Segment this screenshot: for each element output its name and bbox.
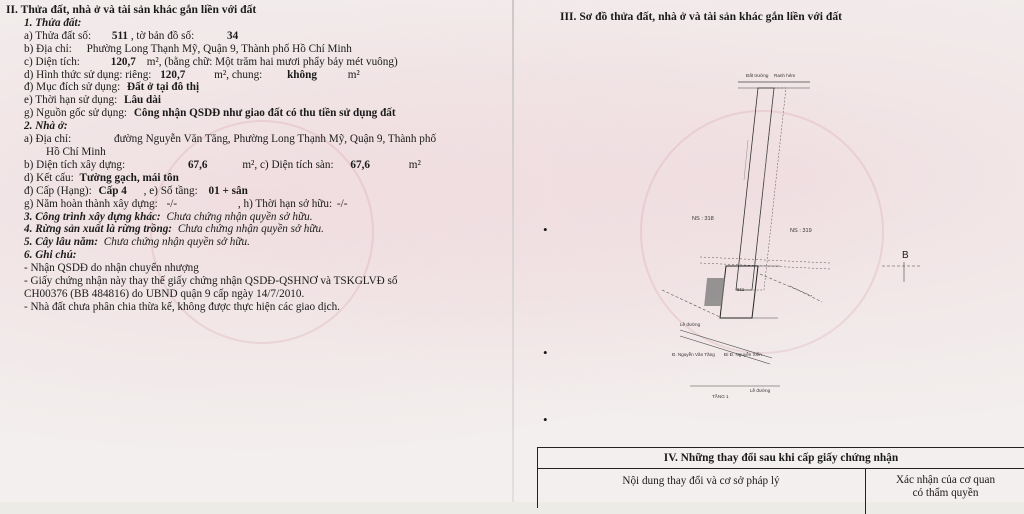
label: d) Hình thức sử dụng: riêng: bbox=[24, 68, 152, 81]
land-address: Phường Long Thạnh Mỹ, Quận 9, Thành phố Hồ Chí Minh bbox=[86, 42, 352, 55]
top-label: Đất trường bbox=[746, 73, 769, 78]
section-title-ii: II. Thửa đất, nhà ở và tài sản khác gắn liền với đất bbox=[6, 3, 257, 16]
neighbor-left-label: NS : 318 bbox=[692, 216, 714, 222]
usage-term: Lâu dài bbox=[123, 94, 161, 107]
label: , e) Số tầng: bbox=[143, 184, 198, 197]
note-line: - Nhận QSDĐ do nhận chuyển nhượng bbox=[24, 262, 199, 275]
item-4-value: Chưa chứng nhận quyền sở hữu. bbox=[177, 223, 324, 236]
house-heading: 2. Nhà ở: bbox=[24, 120, 68, 133]
label: 4. Rừng sản xuất là rừng trồng: bbox=[24, 223, 173, 236]
house-area-row bbox=[6, 159, 506, 172]
structure: Tường gạch, mái tôn bbox=[79, 171, 179, 184]
land-area-row bbox=[6, 56, 506, 69]
note-line: - Giấy chứng nhận này thay thế giấy chứng nhận QSDĐ-QSHNƠ và TSKGLVĐ số bbox=[24, 275, 398, 288]
binding-dot-icon: • bbox=[543, 345, 548, 360]
usage-origin-row bbox=[6, 107, 506, 120]
bottom-road-2: Đi Đ. Nguyễn Xiển bbox=[724, 352, 762, 357]
label: b) Địa chỉ: bbox=[24, 42, 72, 55]
confirmation-line-2: có thẩm quyền bbox=[912, 487, 979, 499]
label: 5. Cây lâu năm: bbox=[24, 236, 98, 249]
label: , h) Thời hạn sở hữu: bbox=[237, 197, 333, 210]
section-title-iii: III. Sơ đồ thửa đất, nhà ở và tài sản khác gắn liền với đất bbox=[560, 10, 842, 23]
binding-dot-icon: • bbox=[543, 222, 548, 237]
top-label-2: Ranh hẻm bbox=[774, 73, 796, 78]
land-area: 120,7 bbox=[110, 55, 136, 68]
building-area: 67,6 bbox=[187, 158, 208, 171]
common-area: không bbox=[287, 68, 317, 81]
bottom-road-1: Đ. Nguyễn Văn Tăng bbox=[672, 352, 715, 357]
label: g) Năm hoàn thành xây dựng: bbox=[24, 197, 158, 210]
completion-row bbox=[6, 198, 506, 211]
parcel-number: 511 bbox=[111, 29, 129, 42]
item-3-value: Chưa chứng nhận quyền sở hữu. bbox=[166, 210, 313, 223]
usage-term-row bbox=[6, 94, 506, 107]
left-road-label: Lề đường bbox=[680, 322, 701, 327]
label: đ) Mục đích sử dụng: bbox=[24, 81, 121, 94]
changes-title: IV. Những thay đổi sau khi cấp giấy chứng nhận bbox=[538, 448, 1024, 469]
usage-form-row bbox=[6, 69, 506, 82]
neighbor-right-label: NS : 319 bbox=[790, 228, 812, 234]
private-area: 120,7 bbox=[160, 68, 186, 81]
parcel-label: 511 bbox=[737, 287, 745, 292]
label: c) Diện tích: bbox=[24, 55, 80, 68]
house-address-cont: Hồ Chí Minh bbox=[46, 145, 106, 158]
label: a) Thửa đất số: bbox=[24, 29, 92, 42]
item-3-row bbox=[6, 211, 506, 224]
label: a) Địa chỉ: bbox=[24, 133, 72, 146]
unit: m² bbox=[408, 158, 421, 171]
label: m², c) Diện tích sàn: bbox=[242, 158, 334, 171]
house-address-row bbox=[6, 133, 506, 146]
ownership-term: -/- bbox=[336, 197, 348, 210]
notes-heading: 6. Ghi chú: bbox=[24, 249, 77, 262]
land-info-section bbox=[6, 4, 506, 314]
road-edge-caption: Lề đường bbox=[750, 388, 771, 393]
side-marker: B bbox=[902, 250, 909, 261]
label: đ) Cấp (Hạng): bbox=[24, 184, 92, 197]
side-arrow-icon bbox=[880, 262, 924, 282]
changes-table bbox=[537, 447, 1024, 508]
changes-col-content: Nội dung thay đổi và cơ sở pháp lý bbox=[622, 475, 780, 487]
label: e) Thời hạn sử dụng: bbox=[24, 94, 118, 107]
usage-origin: Công nhận QSDĐ như giao đất có thu tiền sử dụng đất bbox=[133, 107, 396, 120]
confirmation-line-1: Xác nhận của cơ quan bbox=[895, 474, 996, 486]
unit: m² bbox=[347, 68, 360, 81]
label: m², chung: bbox=[214, 68, 263, 81]
label: , tờ bản đồ số: bbox=[130, 29, 195, 42]
page-fold bbox=[512, 0, 514, 502]
item-5-row bbox=[6, 236, 506, 249]
label: 3. Công trình xây dựng khác: bbox=[24, 210, 161, 223]
binding-dot-icon: • bbox=[543, 412, 548, 427]
usage-purpose-row bbox=[6, 81, 506, 94]
note-line: - Nhà đất chưa phân chia thừa kế, không được thực hiện các giao dịch. bbox=[24, 300, 340, 313]
note-line: CH00376 (BB 484816) do UBND quận 9 cấp ngày 14/7/2010. bbox=[24, 287, 305, 300]
grade: Cấp 4 bbox=[98, 184, 127, 197]
item-5-value: Chưa chứng nhận quyền sở hữu. bbox=[103, 236, 250, 249]
label: d) Kết cấu: bbox=[24, 171, 74, 184]
parcel-diagram bbox=[640, 60, 920, 400]
grade-row bbox=[6, 185, 506, 198]
map-sheet-number: 34 bbox=[227, 29, 239, 42]
changes-col-confirmation bbox=[865, 469, 1024, 514]
land-heading: 1. Thửa đất: bbox=[24, 16, 82, 29]
floor-area: 67,6 bbox=[350, 158, 370, 171]
usage-purpose: Đất ở tại đô thị bbox=[126, 81, 200, 94]
changes-header-row bbox=[538, 469, 1024, 509]
house-address: đường Nguyễn Văn Tăng, Phường Long Thạnh Mỹ, Quận 9, Thành phố bbox=[114, 133, 437, 146]
land-parcel-row bbox=[6, 30, 506, 43]
item-4-row bbox=[6, 223, 506, 236]
label: b) Diện tích xây dựng: bbox=[24, 158, 126, 171]
land-address-row bbox=[6, 43, 506, 56]
floor-caption: TẦNG 1 bbox=[712, 394, 729, 399]
floors: 01 + sân bbox=[208, 184, 248, 197]
structure-row bbox=[6, 172, 506, 185]
completion-year: -/- bbox=[166, 197, 178, 210]
land-area-words: m², (bằng chữ: Một trăm hai mươi phẩy bảy mét vuông) bbox=[146, 55, 398, 68]
label: g) Nguồn gốc sử dụng: bbox=[24, 107, 128, 120]
